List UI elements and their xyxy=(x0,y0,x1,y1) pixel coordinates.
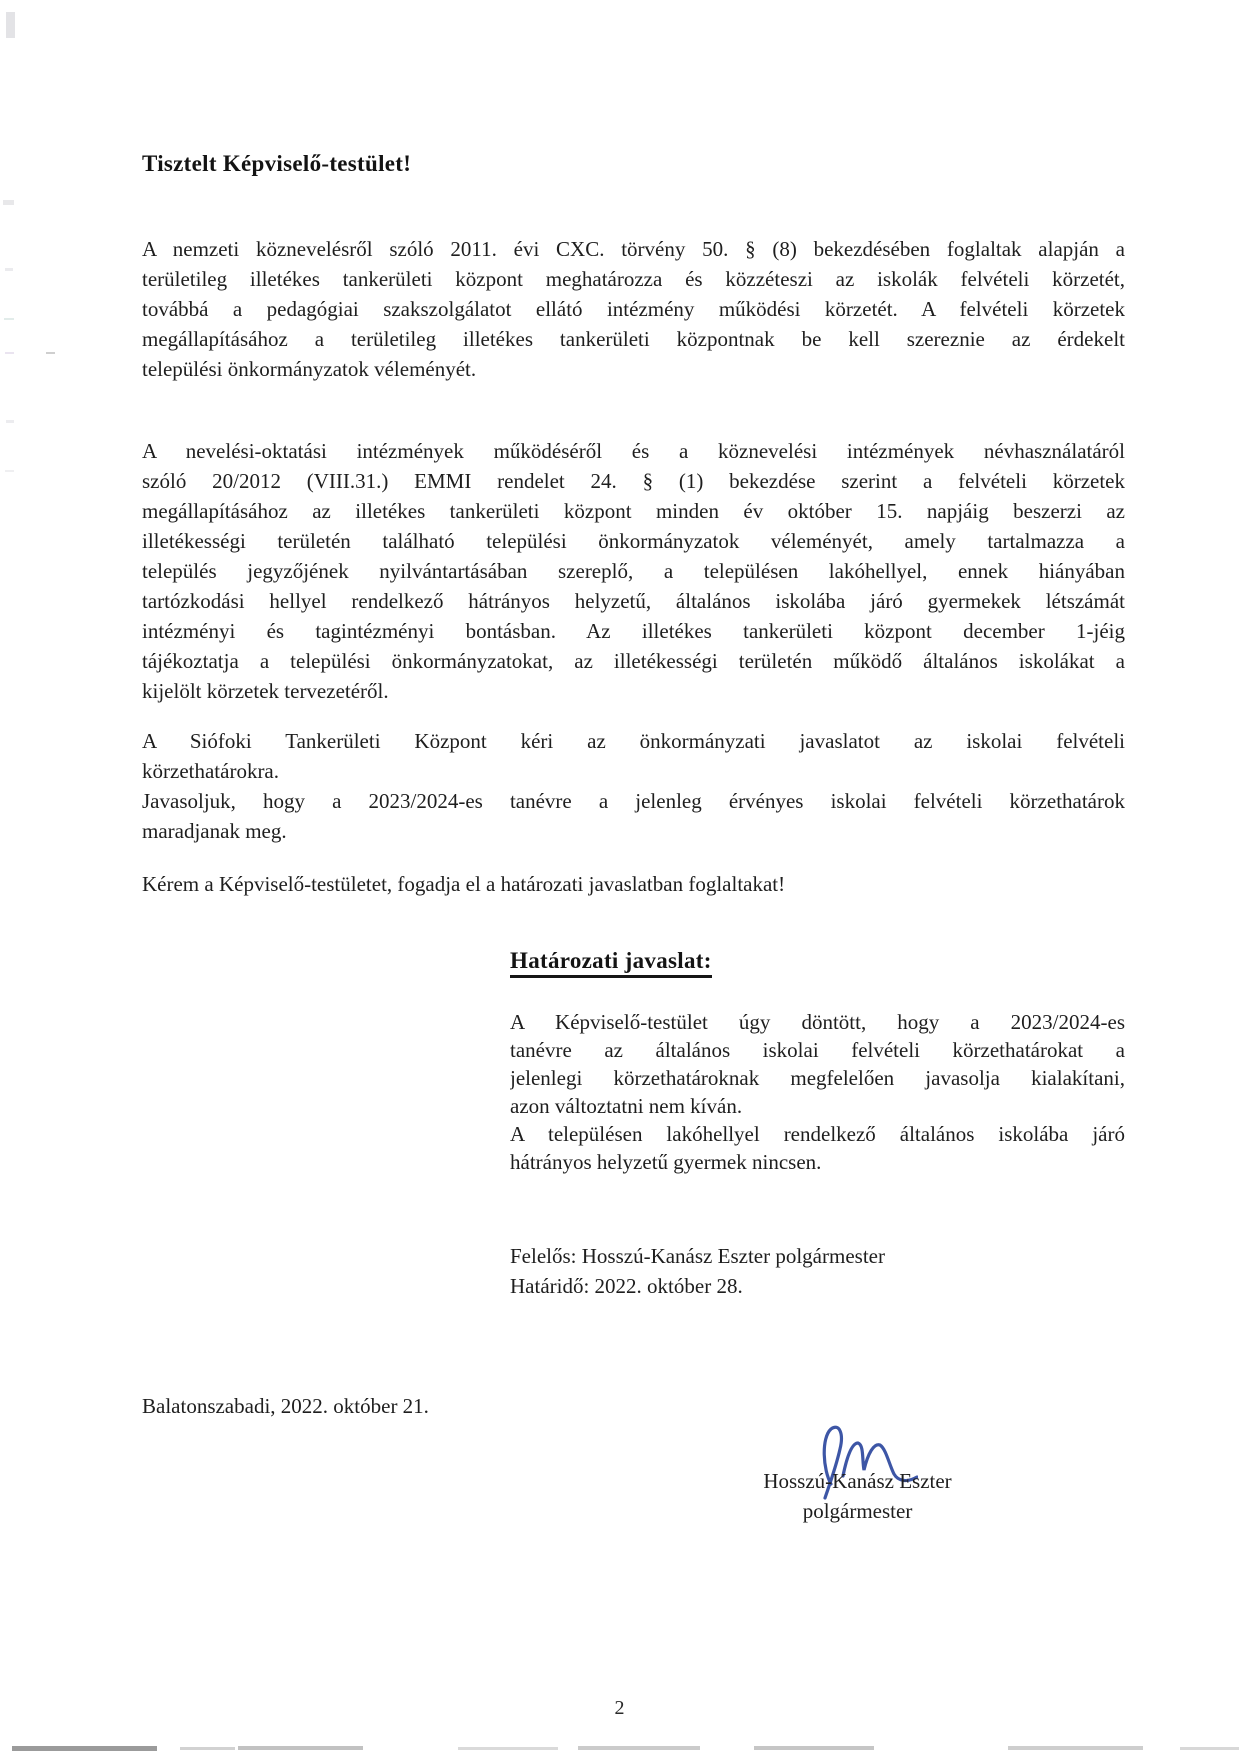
text-line: település jegyzőjének nyilvántartásában szereplő, a településen lakóhellyel, ennek hiányában xyxy=(142,559,1125,583)
scan-artifact xyxy=(1180,1747,1239,1750)
scan-artifact xyxy=(4,318,14,320)
text-line: A nevelési-oktatási intézmények működéséről és a köznevelési intézmények névhasználatáról xyxy=(142,439,1125,463)
scan-artifact xyxy=(754,1746,874,1750)
proposal-note xyxy=(510,1120,1125,1176)
text-line: A Siófoki Tankerületi Központ kéri az önkormányzati javaslatot az iskolai felvételi xyxy=(142,729,1125,753)
proposal-meta xyxy=(510,1241,885,1301)
text-line: körzethatárokra. xyxy=(142,759,280,783)
proposal-heading-text: Határozati javaslat: xyxy=(510,948,712,978)
signature-block xyxy=(735,1466,980,1526)
text-line: azon változtatni nem kíván. xyxy=(510,1094,743,1118)
text-line: intézményi és tagintézményi bontásban. Az illetékes tankerületi központ december 1-jéig xyxy=(142,619,1125,643)
page-number: 2 xyxy=(614,1697,625,1719)
text-line: megállapításához a területileg illetékes tankerületi központnak be kell szereznie az érdekelt xyxy=(142,327,1125,351)
deadline-line: Határidő: 2022. október 28. xyxy=(510,1274,743,1298)
text-line: kijelölt körzetek tervezetéről. xyxy=(142,679,389,703)
text-line: Javasoljuk, hogy a 2023/2024-es tanévre a jelenleg érvényes iskolai felvételi körzethatárok xyxy=(142,789,1125,813)
scan-artifact xyxy=(578,1746,700,1750)
scan-artifact xyxy=(6,420,14,423)
dateline: Balatonszabadi, 2022. október 21. xyxy=(142,1394,429,1418)
salutation: Tisztelt Képviselő-testület! xyxy=(142,151,412,176)
scan-artifact xyxy=(180,1747,235,1750)
proposal-decision xyxy=(510,1008,1125,1120)
text-line: A településen lakóhellyel rendelkező általános iskolába járó xyxy=(510,1122,1125,1146)
scan-artifact xyxy=(238,1746,363,1750)
scan-artifact xyxy=(5,268,13,271)
text-line: tájékoztatja a települési önkormányzatokat, az illetékességi területén működő általános iskolákat a xyxy=(142,649,1125,673)
signatory-title: polgármester xyxy=(802,1499,913,1523)
paragraph-legal-basis xyxy=(142,234,1125,384)
paragraph-emmi-decree xyxy=(142,436,1125,706)
text-line: területileg illetékes tankerületi központ meghatározza és közzéteszi az iskolák felvételi körzetét, xyxy=(142,267,1125,291)
text-line: települési önkormányzatok véleményét. xyxy=(142,357,477,381)
text-line: tanévre az általános iskolai felvételi körzethatárokat a xyxy=(510,1038,1125,1062)
text-line: szóló 20/2012 (VIII.31.) EMMI rendelet 24. § (1) bekezdése szerint a felvételi körzetek xyxy=(142,469,1125,493)
closing-request: Kérem a Képviselő-testületet, fogadja el a határozati javaslatban foglaltakat! xyxy=(142,872,786,896)
scan-artifact xyxy=(5,470,14,472)
text-line: illetékességi területén található települési önkormányzatok véleményét, amely tartalmazza a xyxy=(142,529,1125,553)
text-line: A nemzeti köznevelésről szóló 2011. évi CXC. törvény 50. § (8) bekezdésében foglaltak alapján a xyxy=(142,237,1125,261)
text-line: A Képviselő-testület úgy döntött, hogy a 2023/2024-es xyxy=(510,1010,1125,1034)
scan-artifact xyxy=(6,12,15,38)
paragraph-recommendation xyxy=(142,786,1125,846)
scan-artifact xyxy=(12,1746,157,1751)
text-line: megállapításához az illetékes tankerületi központ minden év október 15. napjáig beszerzi az xyxy=(142,499,1125,523)
text-line: maradjanak meg. xyxy=(142,819,287,843)
signatory-name: Hosszú-Kanász Eszter xyxy=(763,1469,952,1493)
proposal-heading xyxy=(510,948,712,978)
scan-artifact xyxy=(1008,1746,1143,1750)
text-line: tartózkodási hellyel rendelkező hátrányos helyzetű, általános iskolába járó gyermekek létszámát xyxy=(142,589,1125,613)
scan-artifact xyxy=(458,1747,558,1750)
text-line: továbbá a pedagógiai szakszolgálatot ellátó intézmény működési körzetét. A felvételi körzetek xyxy=(142,297,1125,321)
scan-artifact xyxy=(5,352,14,354)
paragraph-tankerulet-request xyxy=(142,726,1125,786)
scan-artifact xyxy=(3,200,14,205)
text-line: jelenlegi körzethatároknak megfelelően javasolja kialakítani, xyxy=(510,1066,1125,1090)
text-line: hátrányos helyzetű gyermek nincsen. xyxy=(510,1150,822,1174)
responsible-line: Felelős: Hosszú-Kanász Eszter polgármester xyxy=(510,1244,885,1268)
scan-artifact xyxy=(46,352,55,354)
